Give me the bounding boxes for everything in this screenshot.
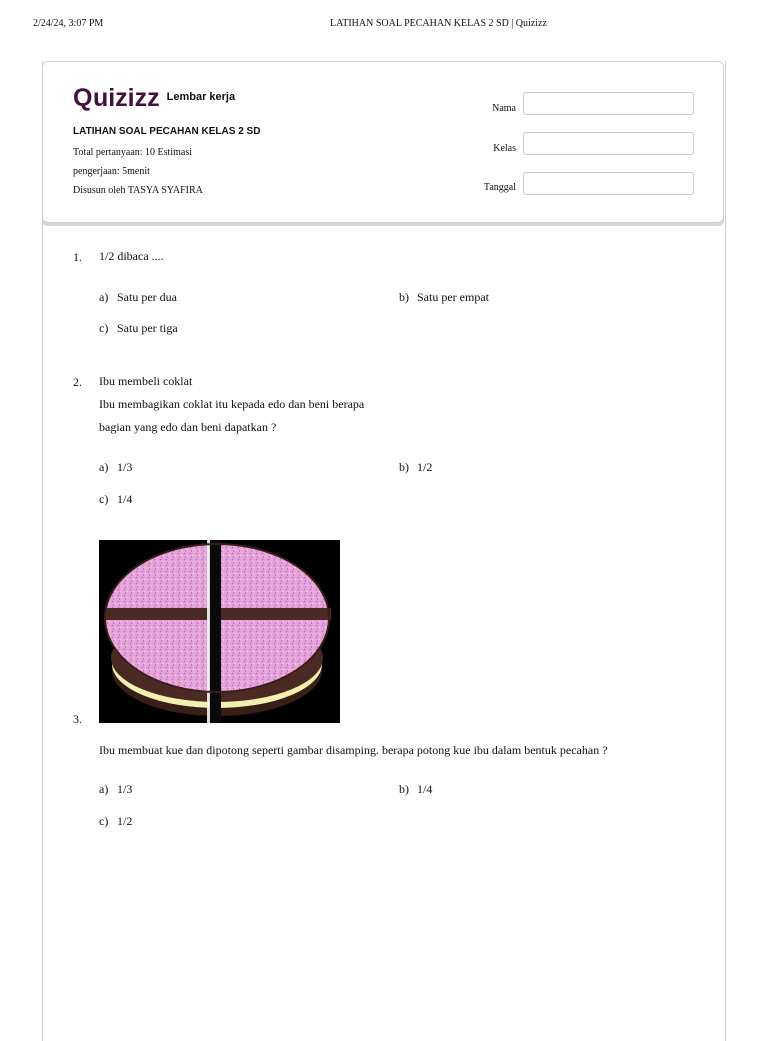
cake-image <box>99 540 340 723</box>
option-key: a) <box>99 782 109 796</box>
option-text: Satu per tiga <box>117 321 178 335</box>
option-b[interactable] <box>399 782 432 797</box>
question-number: 1. <box>73 250 82 264</box>
option-a[interactable] <box>99 782 132 797</box>
option-a[interactable] <box>99 460 132 475</box>
question-text: 1/2 dibaca .... <box>99 249 164 263</box>
option-text: 1/4 <box>417 782 433 796</box>
option-b[interactable] <box>399 290 489 305</box>
logo-subtitle: Lembar kerja <box>166 91 236 103</box>
option-text: Satu per dua <box>117 290 177 304</box>
question-line: Ibu membeli coklat <box>99 374 193 388</box>
option-text: Satu per empat <box>417 290 489 304</box>
logo-wordmark: Quizizz <box>73 84 160 112</box>
worksheet-title: LATIHAN SOAL PECAHAN KELAS 2 SD <box>73 126 261 137</box>
class-field[interactable] <box>523 132 694 155</box>
question-line: Ibu membagikan coklat itu kepada edo dan beni berapa <box>99 397 365 411</box>
date-field[interactable] <box>523 172 694 195</box>
print-timestamp: 2/24/24, 3:07 PM <box>33 18 104 29</box>
author: Disusun oleh TASYA SYAFIRA <box>73 185 203 196</box>
question-number: 2. <box>73 375 82 389</box>
question-text <box>99 370 364 439</box>
option-key: a) <box>99 460 109 474</box>
question-text: Ibu membuat kue dan dipotong seperti gambar disamping. berapa potong kue ibu dalam bentuk pecahan ? <box>99 743 608 757</box>
quizizz-logo <box>73 84 235 113</box>
option-text: 1/3 <box>117 460 133 474</box>
option-c[interactable] <box>99 492 132 507</box>
worksheet-header-card <box>42 61 724 223</box>
option-a[interactable] <box>99 290 177 305</box>
option-key: c) <box>99 321 109 335</box>
option-key: b) <box>399 290 409 304</box>
option-text: 1/3 <box>117 782 133 796</box>
option-text: 1/2 <box>117 814 133 828</box>
class-label: Kelas <box>493 143 516 154</box>
option-key: c) <box>99 814 109 828</box>
option-b[interactable] <box>399 460 432 475</box>
option-key: c) <box>99 492 109 506</box>
option-c[interactable] <box>99 321 178 336</box>
print-header <box>0 18 768 32</box>
option-text: 1/4 <box>117 492 133 506</box>
option-c[interactable] <box>99 814 132 829</box>
estimated-duration: pengerjaan: 5menit <box>73 166 150 177</box>
total-questions: Total pertanyaan: 10 Estimasi <box>73 147 192 158</box>
name-field[interactable] <box>523 92 694 115</box>
option-key: b) <box>399 782 409 796</box>
print-page-title: LATIHAN SOAL PECAHAN KELAS 2 SD | Quizizz <box>330 18 547 29</box>
option-key: a) <box>99 290 109 304</box>
option-key: b) <box>399 460 409 474</box>
name-label: Nama <box>492 103 516 114</box>
option-text: 1/2 <box>417 460 433 474</box>
question-number: 3. <box>73 712 82 726</box>
date-label: Tanggal <box>483 182 516 193</box>
question-line: bagian yang edo dan beni dapatkan ? <box>99 420 277 434</box>
